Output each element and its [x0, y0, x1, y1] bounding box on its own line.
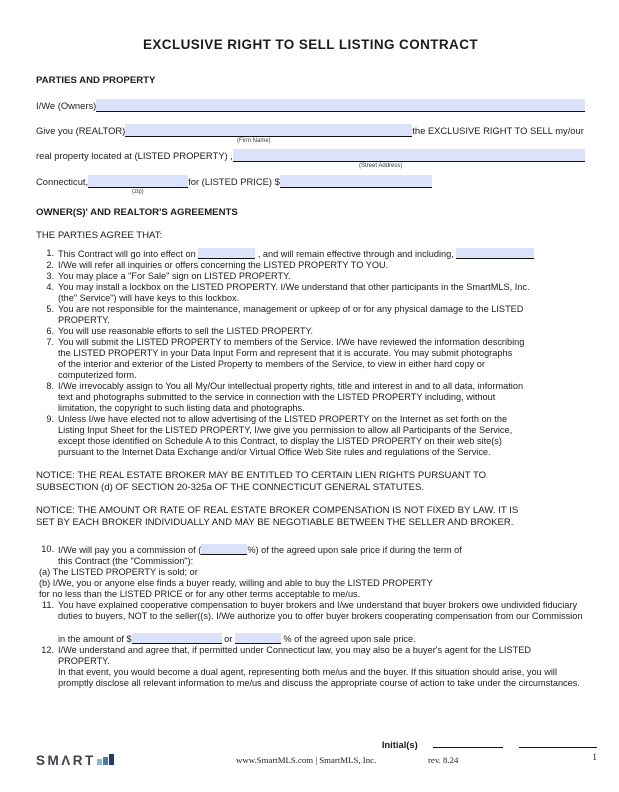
item-number: 1.	[46, 248, 54, 258]
owners-label: I/We (Owners)	[36, 100, 97, 111]
item-number: 10.	[41, 544, 54, 554]
agreement-item	[39, 248, 585, 260]
notice-lien-line2: SUBSECTION (d) OF SECTION 20-325a OF THE CONNECTICUT GENERAL STATUTES.	[36, 481, 425, 493]
property-row	[36, 149, 585, 162]
price-label: for (LISTED PRICE) $	[188, 176, 280, 187]
notice-lien-line1: NOTICE: THE REAL ESTATE BROKER MAY BE ENTITLED TO CERTAIN LIEN RIGHTS PURSUANT TO	[36, 470, 487, 481]
realtor-suffix: the EXCLUSIVE RIGHT TO SELL my/our	[412, 125, 584, 136]
item-number: 11.	[41, 600, 54, 610]
item-text: You may install a lockbox on the LISTED PROPERTY. I/We understand that other participants in the SmartMLS, Inc. (the" Service") will have keys to this lockbox.	[58, 282, 530, 303]
agreements-heading: OWNER(S)' AND REALTOR'S AGREEMENTS	[36, 207, 238, 218]
notice-compensation-line2: SET BY EACH BROKER INDIVIDUALLY AND MAY BE NEGOTIABLE BETWEEN THE SELLER AND BROKER.	[36, 516, 514, 528]
agreement-subline	[39, 589, 585, 600]
item-number: 4.	[46, 282, 54, 292]
page-footer	[36, 750, 597, 772]
fill-in-blank-field[interactable]	[198, 248, 255, 259]
item-text: You will use reasonable efforts to sell the LISTED PROPERTY.	[58, 326, 313, 336]
item-number: 12.	[41, 645, 54, 655]
item-text: You are not responsible for the maintenance, management or upkeep of or for any physical damage to the LISTED PROPERTY.	[58, 304, 524, 325]
initials-label: Initial(s)	[381, 739, 418, 750]
page-number: 1	[592, 753, 597, 763]
notice-lien	[36, 470, 585, 493]
item-number: 6.	[46, 326, 54, 336]
document-title: EXCLUSIVE RIGHT TO SELL LISTING CONTRACT	[142, 37, 479, 52]
listed-price-field[interactable]	[280, 175, 432, 188]
parties-property-heading: PARTIES AND PROPERTY	[36, 75, 156, 86]
agreement-subline	[39, 567, 585, 578]
property-label: real property located at (LISTED PROPERTY) ,	[36, 150, 233, 161]
fill-in-blank-field[interactable]	[132, 633, 222, 644]
agreements-list	[39, 248, 585, 458]
initials-row	[0, 738, 619, 750]
item-number: 7.	[46, 337, 54, 347]
zip-caption: (zip)	[132, 189, 144, 195]
footer-revision: rev. 8.24	[428, 755, 459, 765]
item-text: You have explained cooperative compensation to buyer brokers and I/we understand that buyer brokers owe undivided fiduciary duties to buyers, NOT to the seller((s). I/We authorize you to offer buyer brokers cooperating compensation from our Commission in the amount of $ or % of the agreed upon sale price.	[58, 600, 583, 644]
notice-compensation-line1: NOTICE: THE AMOUNT OR RATE OF REAL ESTATE BROKER COMPENSATION IS NOT FIXED BY LAW. IT IS	[36, 505, 519, 516]
initials-line-1[interactable]	[433, 738, 503, 748]
item-text: Unless I/we have elected not to allow advertising of the LISTED PROPERTY on the Internet as set forth on the Listing Input Sheet for the LISTED PROPERTY, I/we give you permission to allow all Participants of the Service, except those identified on Schedule A to this Contract, to display the LISTED PROPERTY on their web site(s) pursuant to the Internet Data Exchange and/or Virtual Office Web Site rules and regulations of the Service.	[58, 414, 513, 457]
bar-chart-icon	[97, 752, 115, 770]
item-number: 9.	[46, 414, 54, 424]
smartmls-logo-text: SMΛRT	[36, 753, 96, 768]
owners-row	[36, 99, 585, 112]
fill-in-blank-field[interactable]	[456, 248, 534, 259]
item-text: You may place a "For Sale" sign on LISTED PROPERTY.	[58, 271, 291, 281]
agreement-item	[39, 326, 585, 337]
agreement-subline	[39, 578, 585, 589]
agreement-item	[39, 414, 585, 458]
state-price-row	[36, 175, 585, 188]
zip-field[interactable]	[88, 175, 188, 188]
realtor-row	[36, 124, 585, 137]
agree-intro: THE PARTIES AGREE THAT:	[36, 230, 163, 241]
item-text: (a) The LISTED PROPERTY is sold; or	[39, 567, 198, 577]
street-address-field[interactable]	[233, 149, 585, 162]
smartmls-logo	[36, 752, 115, 770]
item-text: I/We will pay you a commission of ( %) of the agreed upon sale price if during the term of this Contract (the "Commission"):	[58, 545, 462, 566]
item-number: 3.	[46, 271, 54, 281]
state-label: Connecticut,	[36, 176, 89, 187]
item-number: 8.	[46, 381, 54, 391]
fill-in-blank-field[interactable]	[201, 544, 247, 555]
agreement-item	[39, 271, 585, 282]
agreement-item	[39, 645, 585, 689]
notice-compensation	[36, 505, 585, 528]
owners-field[interactable]	[96, 99, 585, 112]
item-number: 5.	[46, 304, 54, 314]
fill-in-blank-field[interactable]	[235, 633, 281, 644]
agreement-item	[39, 544, 585, 567]
item-text: I/We understand and agree that, if permitted under Connecticut law, you may also be a buyer's agent for the LISTED PROPERTY. In that event, you would become a dual agent, representing both me/us and the buyer. If this situation should arise, you will promptly disclose all relevant information to me/us and discuss the appropriate course of action to take under the circumstances.	[58, 645, 580, 688]
realtor-label: Give you (REALTOR)	[36, 125, 126, 136]
footer-site-text: www.SmartMLS.com | SmartMLS, Inc.	[236, 755, 377, 765]
item-text: This Contract will go into effect on , and will remain effective through and including,	[58, 248, 585, 260]
item-text: (b) I/We, you or anyone else finds a buyer ready, willing and able to buy the LISTED PROPERTY	[39, 578, 433, 588]
item-text: for no less than the LISTED PRICE or for any other terms acceptable to me/us.	[39, 589, 361, 599]
agreement-item	[39, 304, 585, 326]
agreement-item	[39, 260, 585, 271]
agreement-item	[39, 600, 585, 645]
commission-list	[39, 544, 585, 689]
agreement-item	[39, 337, 585, 381]
item-text: I/We irrevocably assign to You all My/Our intellectual property rights, title and interest in and to all data, information text and photographs submitted to the service in connection with the LISTED PROPERTY including, without limitation, the copyright to such listing data and photographs.	[58, 381, 524, 413]
initials-line-2[interactable]	[519, 738, 597, 748]
agreement-item	[39, 282, 585, 304]
realtor-firm-field[interactable]	[125, 124, 412, 137]
item-text: I/We will refer all inquiries or offers concerning the LISTED PROPERTY TO YOU.	[58, 260, 389, 270]
item-number: 2.	[46, 260, 54, 270]
agreement-item	[39, 381, 585, 414]
street-address-caption: (Street Address)	[359, 163, 403, 169]
item-text: You will submit the LISTED PROPERTY to members of the Service. I/We have reviewed the information describing the LISTED PROPERTY in your Data Input Form and represent that it is accurate. You may submit photographs of the interior and exterior of the Listed Property to members of the Service, to view in either hard copy or computerized form.	[58, 337, 525, 380]
firm-name-caption: (Firm Name)	[237, 138, 271, 144]
